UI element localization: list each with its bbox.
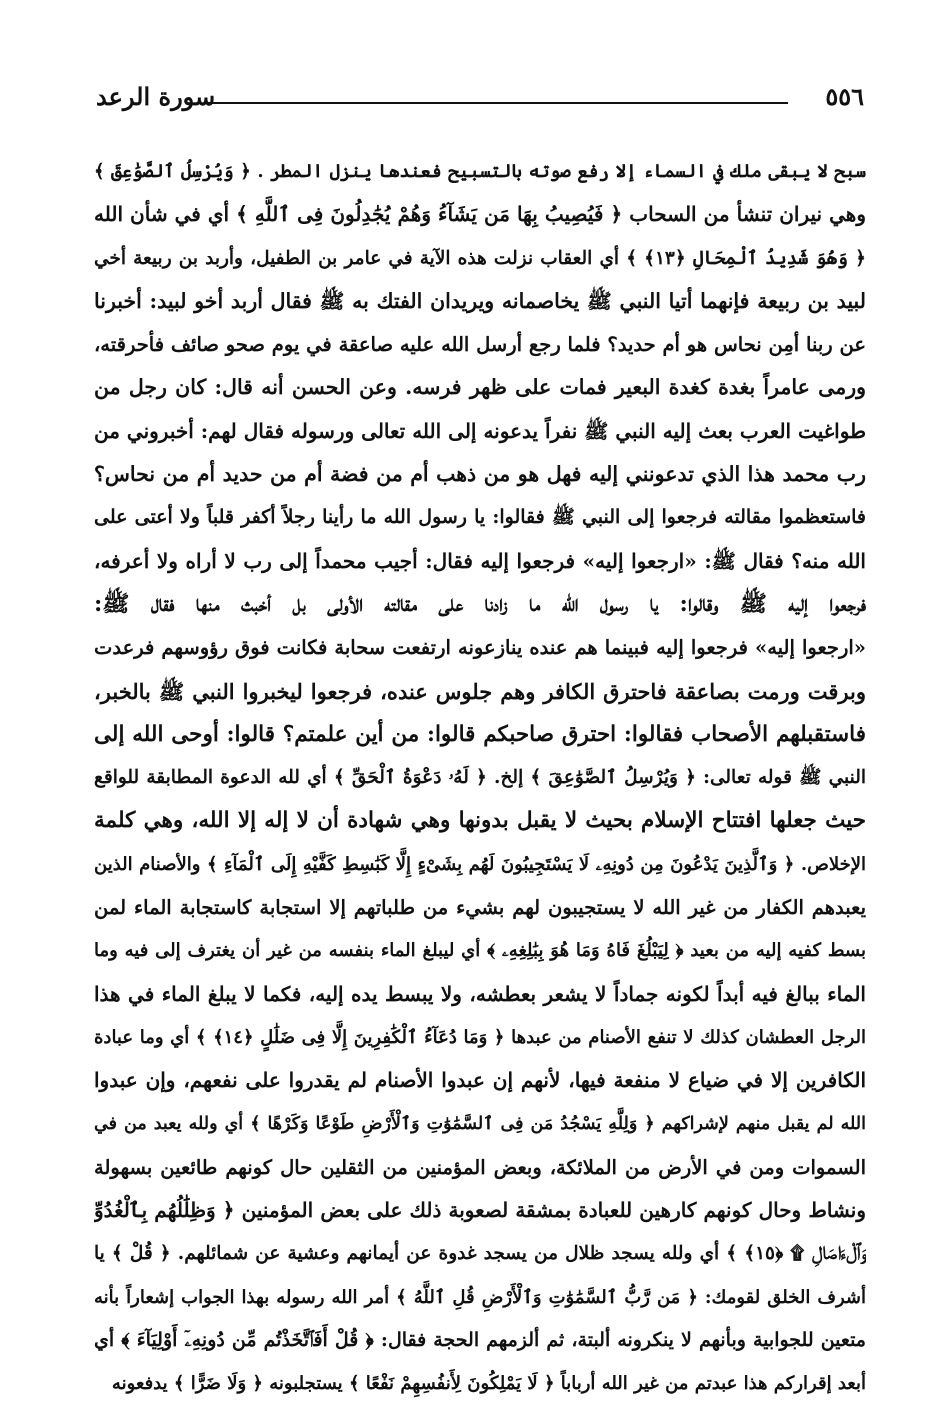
text-line: يعبدهم الكفار من غير الله لا يستجيبون لهم بشيء من طلباتهم إلا استجابة كاستجابة الماء لمن — [94, 896, 866, 920]
page-number: ٥٥٦ — [825, 82, 864, 111]
text-line: «ارجعوا إليه» فرجعوا إليه فبينما هم عنده ينازعونه ارتفعت سحابة فكانت فوق رؤوسهم فرعدت — [94, 636, 866, 660]
text-line: فاستعظموا مقالته فرجعوا إلى النبي ﷺ فقالوا: يا رسول الله ما رأينا رجلاً أكفر قلباً ولا أعتى على — [94, 506, 866, 529]
text-line: ورمى عامراً بغدة كغدة البعير فمات على ظهر فرسه. وعن الحسن أنه قال: كان رجل من — [94, 375, 866, 400]
text-line: متعين للجوابية وبأنهم لا ينكرونه ألبتة، ثم ألزمهم الحجة فقال: ﴿ قُلْ أَفَٱتَّخَذْتُم مِّن دُونِهِۦٓ أَوْلِيَآءَ ﴾ أي — [94, 1329, 866, 1352]
text-line: بسط كفيه إليه من بعيد ﴿ لِيَبْلُغَ فَاهُ وَمَا هُوَ بِبَٰلِغِهِۦ ﴾ أي ليبلغ الماء بنفسه من غير أن يغترف إلى فيه وما — [94, 940, 866, 962]
text-line: ونشاط وحال كونهم كارهين للعبادة بمشقة لصعوبة ذلك على بعض المؤمنين ﴿ وَظِلَٰلُهُم بِٱلْغُدُوِّ — [94, 1198, 866, 1223]
text-line: طواغيت العرب بعث إليه النبي ﷺ نفراً يدعونه إلى الله تعالى ورسوله فقال لهم: أخبروني من — [94, 418, 866, 443]
body-text — [94, 150, 866, 1406]
header-rule — [208, 102, 788, 104]
text-line: الله لم يقبل منهم لإشراكهم ﴿ وَلِلَّهِ يَسْجُدُ مَن فِى ٱلسَّمَٰوَٰتِ وَٱلْأَرْضِ طَوْعًا وَكَرْهًا ﴾ أي ولله يعبد من في — [94, 1113, 866, 1134]
text-line: رب محمد هذا الذي تدعونني إليه فهل هو من ذهب أم من فضة أم من حديد أم من نحاس؟ — [94, 462, 866, 487]
surah-title: سورة الرعد — [96, 82, 216, 111]
page-header — [96, 82, 864, 122]
text-line: أبعد إقراركم هذا عبدتم من غير الله أرباباً ﴿ لَا يَمْلِكُونَ لِأَنفُسِهِمْ نَفْعًا ﴾ يستجلبونه ﴿ وَلَا ضَرًّا ﴾ يدفعونه — [111, 1373, 866, 1395]
text-line: فاستقبلهم الأصحاب فقالوا: احترق صاحبكم قالوا: من أين علمتم؟ قالوا: أوحى الله إلى — [94, 721, 866, 747]
text-line: الكافرين إلا في ضياع لا منفعة فيها، لأنهم إن عبدوا الأصنام لم يقدروا على نفعهم، وإن عبدوا — [94, 1068, 866, 1093]
text-line: وهي نيران تنشأ من السحاب ﴿ فَيُصِيبُ بِهَا مَن يَشَآءُ وَهُمْ يُجَٰدِلُونَ فِى ٱللَّهِ ﴾ أي في شأن الله — [94, 202, 866, 227]
text-line: حيث جعلها افتتاح الإسلام بحيث لا يقبل بدونها وهي شهادة أن لا إله إلا الله، وهي كلمة — [94, 808, 866, 834]
text-line: فرجعوا إليه ﷺ وقالوا: يا رسول الله ما زادنا على مقالته الأولى بل أخبث منها فقال ﷺ: — [94, 590, 866, 617]
text-line: سبح لا يبقى ملك في السماء إلا رفع صوته بالتسبيح فعندها ينزل المطر . ﴿ وَيُرْسِلُ ٱلصَّوَٰعِقَ ﴾ — [94, 161, 866, 182]
text-line: ﴿ وَهُوَ شَدِيدُ ٱلْمِحَالِ ﴿١٣﴾ ﴾ أي العقاب نزلت هذه الآية في عامر بن الطفيل، وأربد بن ربيعة أخي — [94, 247, 866, 269]
text-line: النبي ﷺ قوله تعالى: ﴿ وَيُرْسِلُ ٱلصَّوَٰعِقَ ﴾ إلخ. ﴿ لَهُۥ دَعْوَةُ ٱلْحَقِّ ﴾ أي لله الدعوة المطابقة للواقع — [94, 767, 866, 789]
text-line: الرجل العطشان كذلك لا تنفع الأصنام من عبدها ﴿ وَمَا دُعَآءُ ٱلْكَٰفِرِينَ إِلَّا فِى ضَلَٰلٍ ﴿١٤﴾ ﴾ أي وما عبادة — [94, 1026, 866, 1048]
text-line: الماء ببالغ فيه أبداً لكونه جماداً لا يشعر بعطشه، ولا يبسط يده إليه، فكما لا يبلغ الماء في هذا — [94, 981, 866, 1006]
text-line: الله منه؟ فقال ﷺ: «ارجعوا إليه» فرجعوا إليه فقال: أجيب محمداً إلى رب لا أراه ولا أعرفه، — [94, 548, 866, 573]
text-line: الإخلاص. ﴿ وَٱلَّذِينَ يَدْعُونَ مِن دُونِهِۦ لَا يَسْتَجِيبُونَ لَهُم بِشَىْءٍ إِلَّا كَبَٰسِطِ كَفَّيْهِ إِلَى ٱلْمَآءِ ﴾ والأصنام الذين — [94, 853, 866, 875]
text-line: عن ربنا أمِن نحاس هو أم حديد؟ فلما رجع أرسل الله عليه صاعقة في يوم صحو صائف فأحرقته، — [94, 333, 866, 357]
text-line: وَٱلْءَاصَالِ ۩ ﴿١٥﴾ ﴾ أي ولله يسجد ظلال من يسجد غدوة عن أيمانهم وعشية عن شمائلهم. ﴿ قُلْ ﴾ يا — [94, 1243, 866, 1265]
text-line: أشرف الخلق لقومك: ﴿ مَن رَّبُّ ٱلسَّمَٰوَٰتِ وَٱلْأَرْضِ قُلِ ٱللَّهُ ﴾ أمر الله رسوله بهذا الجواب إشعاراً بأنه — [94, 1286, 866, 1308]
text-line: لبيد بن ربيعة فإنهما أتيا النبي ﷺ يخاصمانه ويريدان الفتك به ﷺ فقال أربد أخو لبيد: أخبرنا — [94, 288, 866, 313]
text-line: السموات ومن في الأرض من الملائكة، وبعض المؤمنين من الثقلين حال كونهم طائعين بسهولة — [94, 1155, 866, 1179]
text-line: وبرقت ورمت بصاعقة فاحترق الكافر وهم جلوس عنده، فرجعوا ليخبروا النبي ﷺ بالخبر، — [94, 678, 866, 704]
